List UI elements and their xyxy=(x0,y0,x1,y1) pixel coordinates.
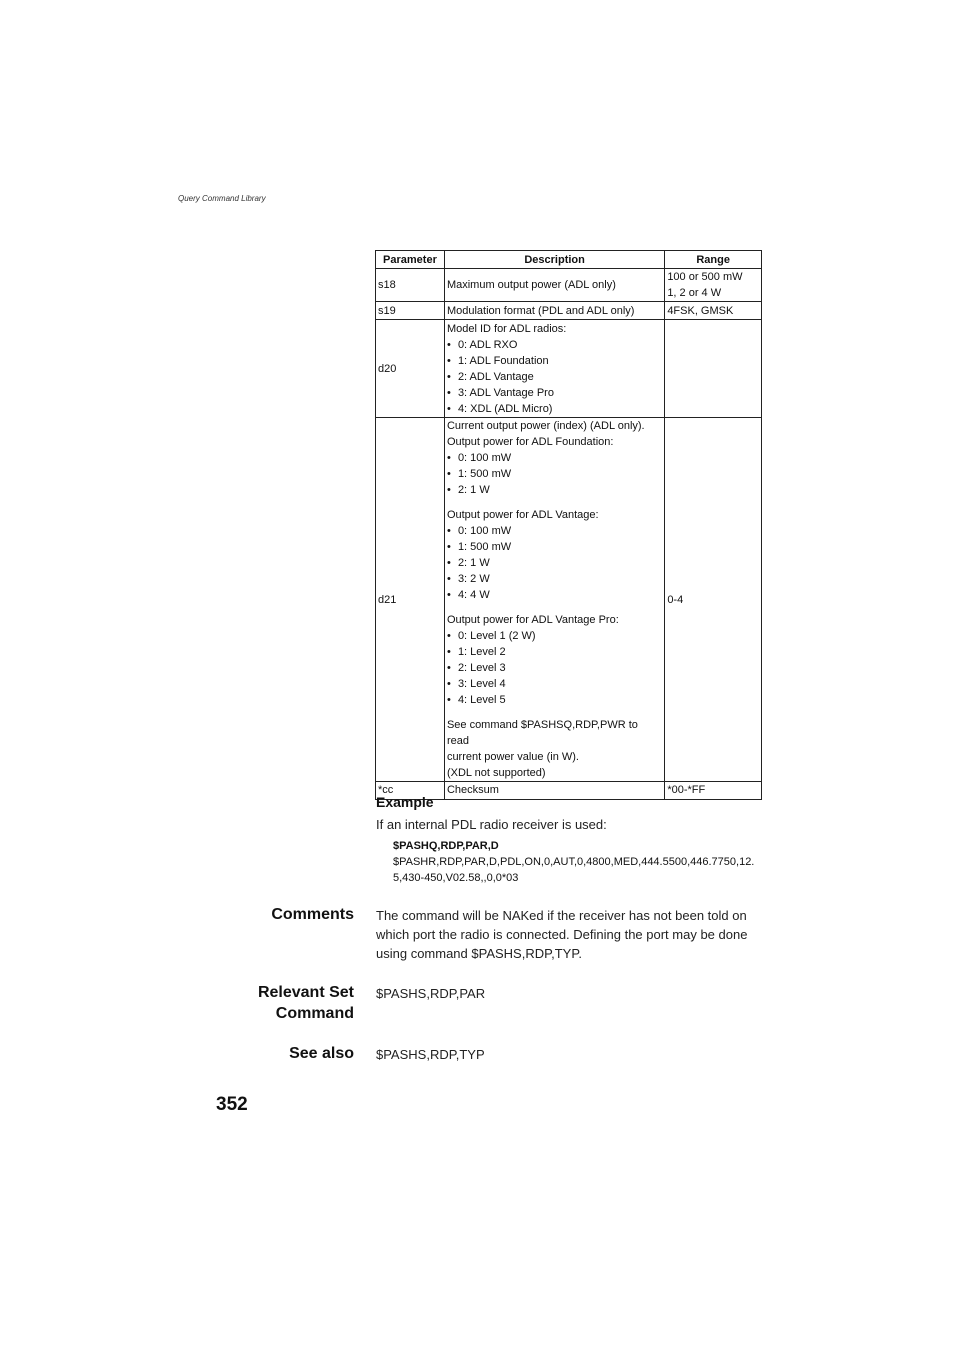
list-item: • 1: 500 mW xyxy=(447,539,662,555)
column-header-description: Description xyxy=(444,251,664,269)
list-item: • 0: 100 mW xyxy=(447,523,662,539)
note-line: current power value (in W). xyxy=(446,751,579,763)
example-command: $PASHQ,RDP,PAR,D xyxy=(393,840,499,852)
list-item: • 0: Level 1 (2 W) xyxy=(447,628,662,644)
description-cell: Modulation format (PDL and ADL only) xyxy=(444,302,664,320)
list-item: • 3: ADL Vantage Pro xyxy=(447,385,662,401)
example-code xyxy=(393,838,758,886)
see-also-label: See also xyxy=(289,1045,354,1062)
list-item: • 1: ADL Foundation xyxy=(447,353,662,369)
range-cell xyxy=(665,269,762,302)
range-line: 1, 2 or 4 W xyxy=(667,287,722,299)
param-cell: d20 xyxy=(376,320,445,418)
relevant-set-label-line2: Command xyxy=(275,1005,354,1022)
list-item: • 3: Level 4 xyxy=(447,676,662,692)
param-cell: s19 xyxy=(376,302,445,320)
list-item: • 0: ADL RXO xyxy=(447,337,662,353)
range-cell xyxy=(665,320,762,418)
param-cell: *cc xyxy=(376,782,445,800)
note-line: See command $PASHSQ,RDP,PWR to read xyxy=(446,719,638,747)
range-cell: 0-4 xyxy=(665,418,762,782)
table-row xyxy=(376,418,762,782)
list-item: • 2: Level 3 xyxy=(447,660,662,676)
relevant-set-label xyxy=(258,982,354,1024)
parameter-table xyxy=(375,250,762,800)
range-cell: 4FSK, GMSK xyxy=(665,302,762,320)
list-item: • 3: 2 W xyxy=(447,571,662,587)
see-also-value: $PASHS,RDP,TYP xyxy=(376,1047,485,1062)
description-intro: Output power for ADL Foundation: xyxy=(446,436,614,448)
list-item: • 4: 4 W xyxy=(447,587,662,603)
param-cell: d21 xyxy=(376,418,445,782)
vantage-pro-power-list xyxy=(447,628,662,708)
description-cell: Maximum output power (ADL only) xyxy=(444,269,664,302)
list-item: • 1: 500 mW xyxy=(447,466,662,482)
list-item: • 2: 1 W xyxy=(447,555,662,571)
description-cell xyxy=(444,320,664,418)
page-number: 352 xyxy=(216,1094,248,1115)
column-header-range: Range xyxy=(665,251,762,269)
relevant-set-label-line1: Relevant Set xyxy=(257,984,354,1001)
example-intro: If an internal PDL radio receiver is used: xyxy=(376,817,607,832)
description-cell: Checksum xyxy=(444,782,664,800)
table-row xyxy=(376,269,762,302)
list-item: • 1: Level 2 xyxy=(447,644,662,660)
table-row xyxy=(376,302,762,320)
model-list xyxy=(447,337,662,417)
foundation-power-list xyxy=(447,450,662,498)
description-cell xyxy=(444,418,664,782)
column-header-parameter: Parameter xyxy=(376,251,445,269)
list-item: • 2: 1 W xyxy=(447,482,662,498)
table-header-row xyxy=(376,251,762,269)
example-heading: Example xyxy=(376,794,434,810)
comments-label: Comments xyxy=(271,906,354,923)
param-cell: s18 xyxy=(376,269,445,302)
note-line: (XDL not supported) xyxy=(446,767,546,779)
list-item: • 2: ADL Vantage xyxy=(447,369,662,385)
comments-text: The command will be NAKed if the receiver has not been told on which port the radio is connected. Defining the port may be done using command $PASHS,RDP,TYP. xyxy=(376,908,748,961)
relevant-set-value: $PASHS,RDP,PAR xyxy=(376,986,486,1001)
vantage-label: Output power for ADL Vantage: xyxy=(446,509,599,521)
list-item: • 4: Level 5 xyxy=(447,692,662,708)
list-item: • 4: XDL (ADL Micro) xyxy=(447,401,662,417)
list-item: • 0: 100 mW xyxy=(447,450,662,466)
vantage-power-list xyxy=(447,523,662,603)
description-intro: Current output power (index) (ADL only). xyxy=(446,420,645,432)
vantage-pro-label: Output power for ADL Vantage Pro: xyxy=(446,614,619,626)
range-cell: *00-*FF xyxy=(665,782,762,800)
example-response: $PASHR,RDP,PAR,D,PDL,ON,0,AUT,0,4800,MED,444.5500,446.7750,12.5,430-450,V02.58,,0,0*03 xyxy=(393,856,755,884)
range-line: 100 or 500 mW xyxy=(667,271,743,283)
running-header: Query Command Library xyxy=(178,194,266,203)
description-intro: Model ID for ADL radios: xyxy=(446,322,567,335)
table-row xyxy=(376,320,762,418)
